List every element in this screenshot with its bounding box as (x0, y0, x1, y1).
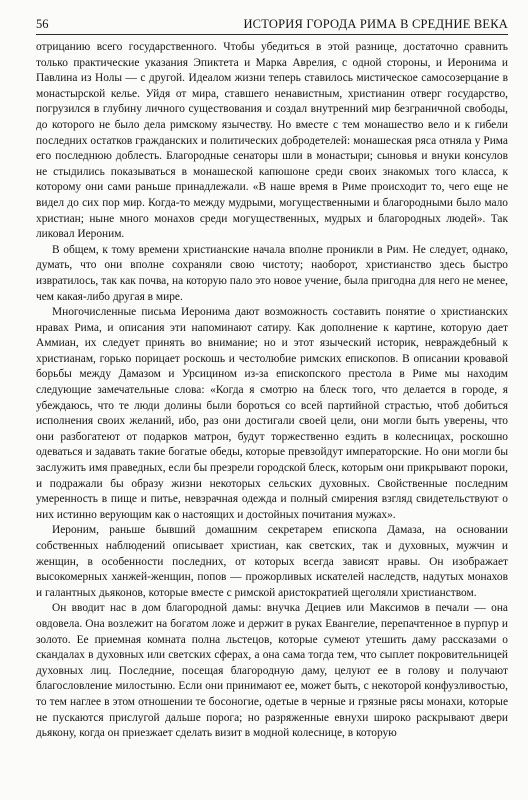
paragraph: Он вводит нас в дом благородной дамы: внучка Дециев или Максимов в печали — она овдовела. Она возлежит на богатом ложе и держит в руках Евангелие, перепачтенное в пурпур и золото. Ее приемная комната полна льстецов, которые сумеют утешить даму рассказами о скандалах в духовных или светских сферах, а она сама тогда тем, что сыплет покровительницей духовных лиц. Последние, посещая благородную даму, целуют ее в голову и получают благословление милостыню. Если они принимают ее, может быть, с некоторой конфузливостью, то тем наглее в этом отношении те босоногие, одетые в черные и грязные рясы монахи, которые не пускаются прислугой дальше порога; но разряженные евнухи широко раскрывают двери дьякону, когда он приезжает сделать визит в модной колеснице, в которую (36, 602, 508, 740)
page-header (36, 14, 508, 35)
paragraph: Многочисленные письма Иеронима дают возможность составить понятие о христианских нравах Рима, и описания эти напоминают сатиру. Как дополнение к картине, которую дает Аммиан, их следует принять во внимание; но и этот языческий историк, невраждебный к христианам, горько порицает роскошь и честолюбие римских епископов. В описании кровавой борьбы между Дамазом и Урсицином из-за епископского престола в Риме мы находим следующие замечательные слова: «Когда я смотрю на блеск того, что делается в городе, я убеждаюсь, что те люди долины были бороться со всей партийной страстью, чтоб добиться исполнения своих желаний, ибо, раз они достигали своей цели, они могли быть уверены, что они разбогатеют от подарков матрон, будут торжественно ездить в колесницах, роскошно одеваться и задавать такие богатые обеды, которые превзойдут императорские. Но они могли бы заслужить имя праведных, если бы презрели городской блеск, которым они прикрывают пороки, и подражали бы образу жизни некоторых сельских духовных. Свойственные последним умеренность в пище и питье, невзрачная одежда и полный смирения взгляд свидетельствуют о них истинно верующим как о настоящих и достойных почитания мужах». (36, 306, 508, 521)
body-text (36, 40, 508, 742)
paragraph: В общем, к тому времени христианские начала вполне проникли в Рим. Не следует, однако, думать, что они вполне сохраняли свою чистоту; наоборот, христианство здесь быстро извратилось, так как почва, на которую пало это новое учение, была пригодна для него не менее, чем какая-либо другая в мире. (36, 243, 508, 303)
paragraph: отрицанию всего государственного. Чтобы убедиться в этой разнице, достаточно сравнить только практические указания Эпиктета и Марка Аврелия, с одной стороны, и Иеронима и Павлина из Нолы — с другой. Идеалом жизни теперь ставилось мистическое самосозерцание в монастырской келье. Уйдя от мира, ставшего ненавистным, христианин отверг государство, погрузился в глубину личного существования и создал внутренний мир безграничной свободы, до которого не было дела римскому язычеству. Но вместе с тем монашество вело и к гибели последних остатков гражданских и политических добродетелей: монашеская ряса отняла у Рима его последнюю доблесть. Благородные сенаторы шли в монастыри; сыновья и внуки консулов не стыдились показываться в монашеской капюшоне среди своих знакомых того класса, к которому они сами раньше принадлежали. «В наше время в Риме происходит то, чего еще не видел до сих пор мир. Когда-то между мудрыми, могущественными и благородными было мало христиан; ныне много монахов среди могущественных, мудрых и благородных людей». Так ликовал Иероним. (36, 41, 508, 241)
paragraph: Иероним, раньше бывший домашним секретарем епископа Дамаза, на основании собственных наблюдений описывает христиан, как светских, так и духовных, мужчин и женщин, в особенности последних, от которых всегда зависят нравы. Он изображает высокомерных ханжей-женщин, попов — прожорливых искателей наследств, надутых монахов и галантных дьяконов, которые вместе с римской аристократией щеголяли христианством. (36, 524, 508, 599)
page-number: 56 (36, 17, 49, 31)
running-title: ИСТОРИЯ ГОРОДА РИМА В СРЕДНИЕ ВЕКА (243, 17, 508, 31)
